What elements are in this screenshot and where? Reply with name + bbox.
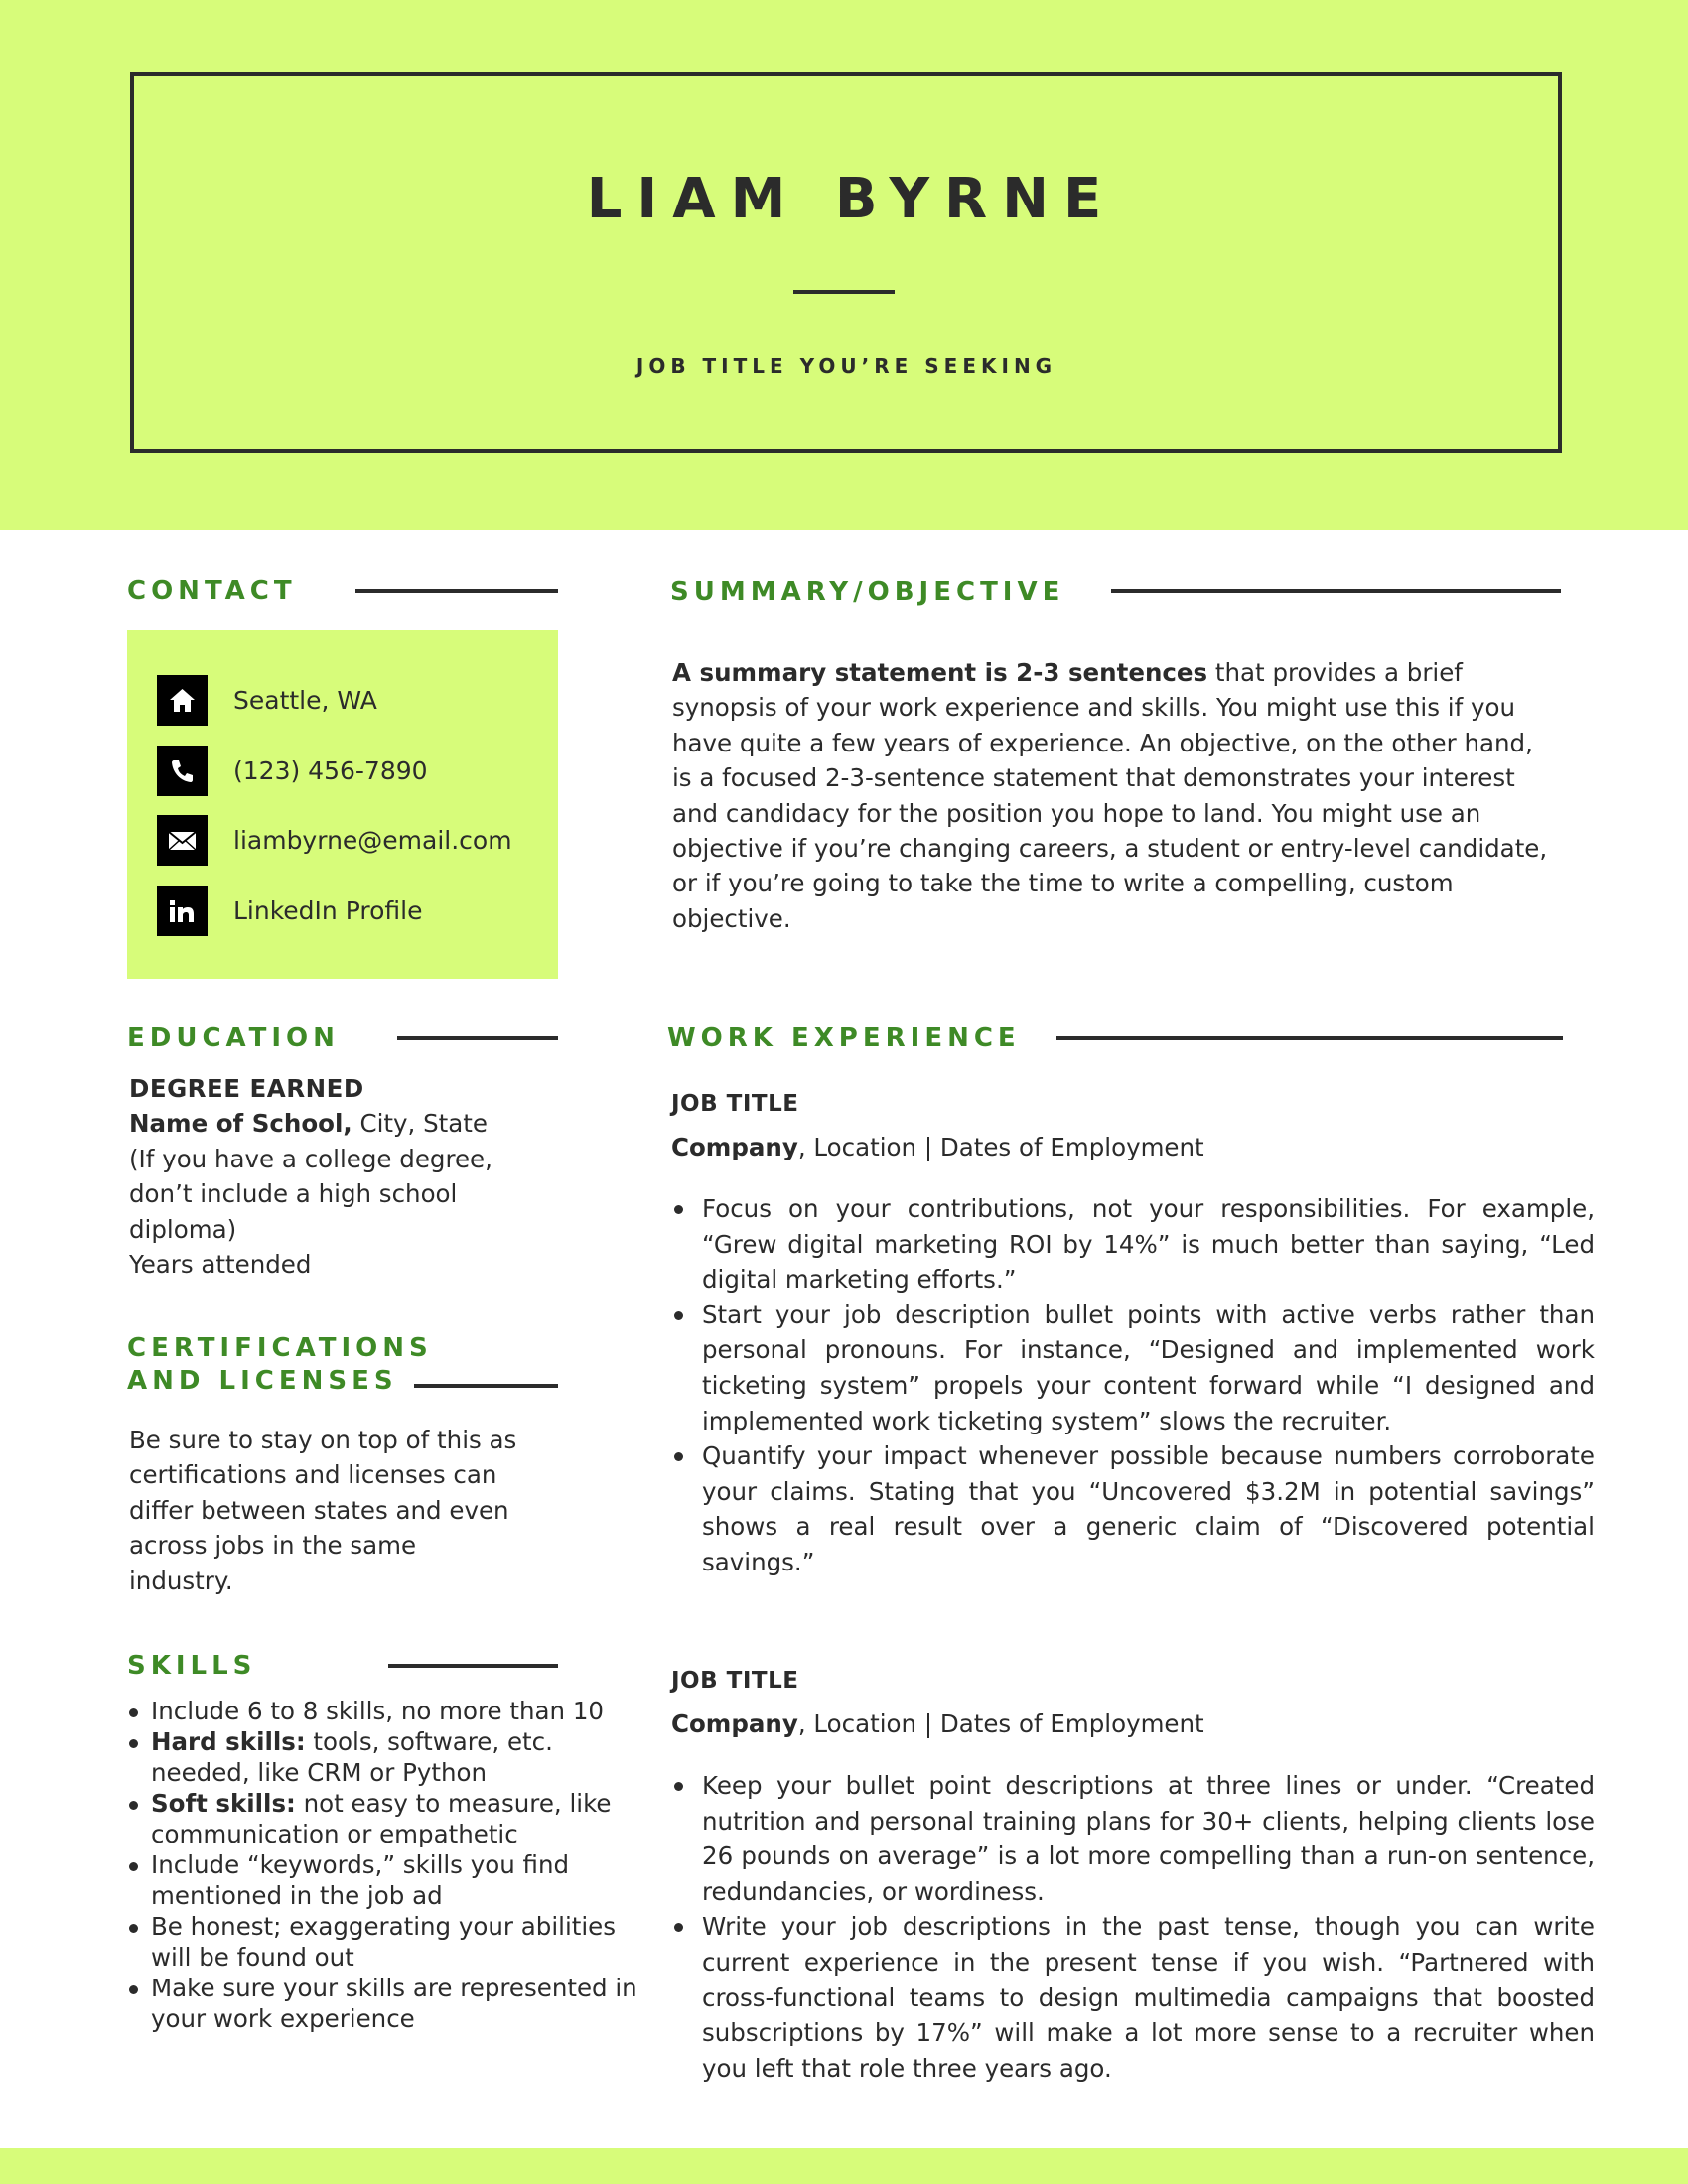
summary-rule xyxy=(1111,589,1561,593)
contact-location-text: Seattle, WA xyxy=(233,686,377,715)
contact-linkedin xyxy=(157,886,544,936)
certifications-heading-line1: CERTIFICATIONS xyxy=(127,1333,433,1363)
education-block xyxy=(129,1071,526,1282)
list-item: Keep your bullet point descriptions at three lines or under. “Created nutrition and personal training plans for 30+ clients, helping clients lose 26 pounds on average” is a lot more compelling than a run-on sentence, redundancies, or wordiness. xyxy=(671,1768,1595,1909)
summary-text xyxy=(672,655,1551,936)
work-rule xyxy=(1056,1036,1563,1040)
list-item xyxy=(127,1911,643,1973)
skill-bold: Soft skills: xyxy=(151,1789,296,1818)
education-heading: EDUCATION xyxy=(127,1024,340,1053)
contact-phone xyxy=(157,746,544,796)
school-line xyxy=(129,1106,526,1141)
contact-email xyxy=(157,815,544,866)
list-item: Focus on your contributions, not your responsibilities. For example, “Grew digital marketing ROI by 14%” is much better than saying, “Led digital marketing efforts.” xyxy=(671,1191,1595,1297)
company-details: , Location | Dates of Employment xyxy=(797,1709,1204,1738)
skill-text: Include “keywords,” skills you find mentioned in the job ad xyxy=(151,1850,570,1910)
company-details: , Location | Dates of Employment xyxy=(797,1133,1204,1161)
job-company-line xyxy=(671,1709,1204,1738)
company-name: Company xyxy=(671,1709,798,1738)
email-icon xyxy=(157,815,208,866)
skill-text: Include 6 to 8 skills, no more than 10 xyxy=(151,1697,605,1725)
list-item xyxy=(127,1849,643,1911)
certifications-heading-line2: AND LICENSES xyxy=(127,1366,398,1396)
list-item xyxy=(127,1696,643,1726)
school-name: Name of School, xyxy=(129,1109,352,1139)
list-item: Start your job description bullet points with active verbs rather than personal pronouns. For instance, “Designed and implemented work ticketing system” propels your content forward while “I designed and implemented work ticketing system” slows the recruiter. xyxy=(671,1297,1595,1438)
job-title: JOB TITLE xyxy=(671,1091,799,1117)
job-title: JOB TITLE xyxy=(671,1668,799,1694)
job-bullets xyxy=(671,1191,1595,1580)
list-item xyxy=(127,1788,643,1849)
summary-body: that provides a brief synopsis of your work experience and skills. You might use this if you have quite a few years of experience. An objective, on the other hand, is a focused 2-3-sentence statement that demonstrates your interest and candidacy for the position you hope to land. You might use an objective if you’re changing careers, a student or entry-level candidate, or if you’re going to take the time to write a compelling, custom objective. xyxy=(672,658,1548,933)
contact-rule xyxy=(355,589,558,593)
linkedin-icon xyxy=(157,886,208,936)
footer-band xyxy=(0,2148,1688,2184)
candidate-name: LIAM BYRNE xyxy=(586,167,1117,231)
skill-text: Be honest; exaggerating your abilities will be found out xyxy=(151,1912,617,1972)
job-company-line xyxy=(671,1133,1204,1161)
certifications-rule xyxy=(414,1384,558,1388)
summary-lead: A summary statement is 2-3 sentences xyxy=(672,658,1208,687)
certifications-text: Be sure to stay on top of this as certifications and licenses can differ between states and even across jobs in the same industry. xyxy=(129,1426,517,1595)
skill-text: not easy to measure, like communication or empathetic xyxy=(151,1789,612,1848)
education-note: (If you have a college degree, don’t include a high school diploma) xyxy=(129,1144,492,1244)
job-title-seeking: JOB TITLE YOU’RE SEEKING xyxy=(635,354,1057,378)
work-heading: WORK EXPERIENCE xyxy=(667,1024,1021,1053)
list-item: Quantify your impact whenever possible because numbers corroborate your claims. Stating that you “Uncovered $3.2M in potential savings” shows a real result over a generic claim of “Discovered potential savings.” xyxy=(671,1438,1595,1579)
skill-bold: Hard skills: xyxy=(151,1727,306,1756)
skill-text: tools, software, etc. needed, like CRM or Python xyxy=(151,1727,553,1787)
education-rule xyxy=(397,1036,558,1040)
home-icon xyxy=(157,675,208,726)
skills-rule xyxy=(388,1664,558,1668)
contact-email-text[interactable]: liambyrne@email.com xyxy=(233,826,512,855)
skills-list xyxy=(127,1696,643,2034)
name-divider xyxy=(793,290,895,294)
list-item: Write your job descriptions in the past tense, though you can write current experience in the present tense if you wish. “Partnered with cross-functional teams to design multimedia campaigns that boosted subscriptions by 17%” will make a lot more sense to a recruiter when you left that role three years ago. xyxy=(671,1909,1595,2086)
contact-phone-text: (123) 456-7890 xyxy=(233,756,428,785)
skills-heading: SKILLS xyxy=(127,1651,257,1681)
summary-heading: SUMMARY/OBJECTIVE xyxy=(670,577,1065,607)
job-bullets xyxy=(671,1768,1595,2086)
phone-icon xyxy=(157,746,208,796)
contact-heading: CONTACT xyxy=(127,576,297,606)
contact-linkedin-text[interactable]: LinkedIn Profile xyxy=(233,896,423,925)
header-frame xyxy=(130,72,1562,453)
school-location: City, State xyxy=(352,1109,488,1139)
list-item xyxy=(127,1973,643,2034)
years-attended: Years attended xyxy=(129,1250,312,1280)
degree-earned: DEGREE EARNED xyxy=(129,1074,364,1103)
skill-text: Make sure your skills are represented in your work experience xyxy=(151,1974,637,2033)
contact-location xyxy=(157,675,544,726)
list-item xyxy=(127,1726,643,1788)
company-name: Company xyxy=(671,1133,798,1161)
